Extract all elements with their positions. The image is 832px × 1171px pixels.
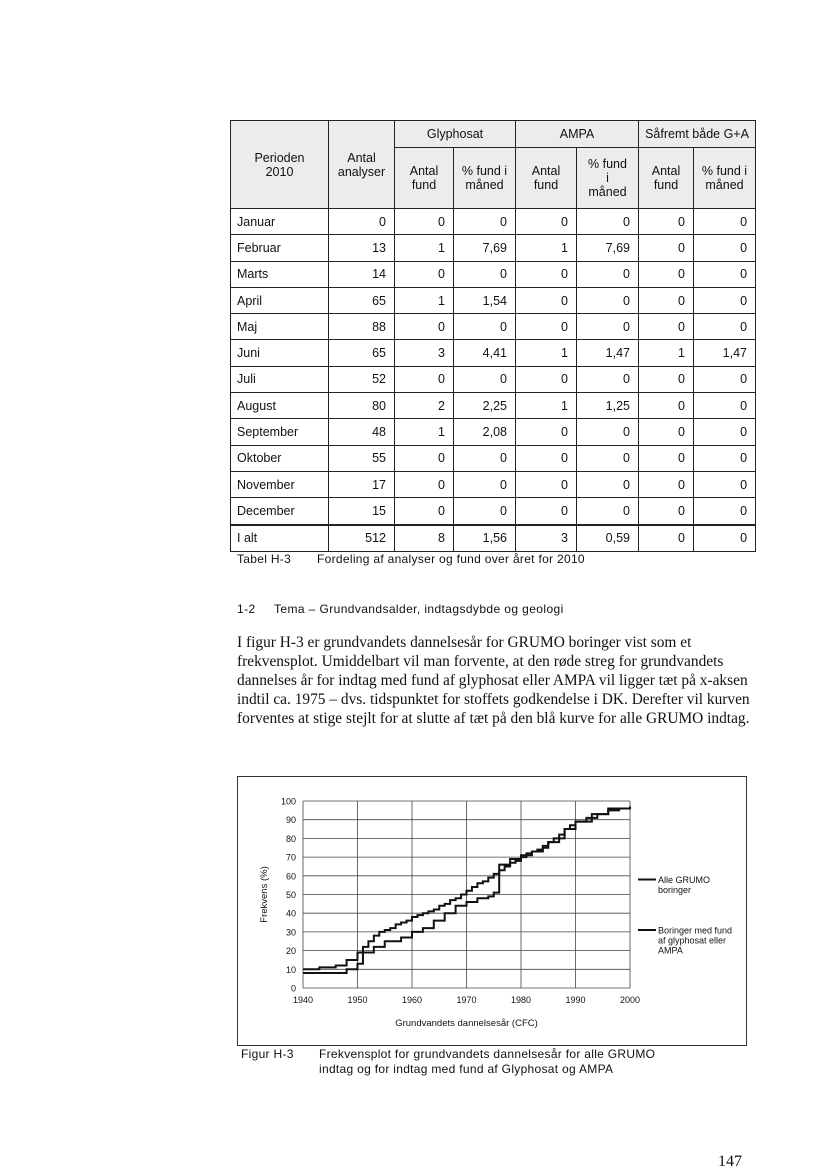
figure-caption-label: Figur H-3 [241,1047,294,1061]
month-cell: I alt [231,525,329,552]
both-count-cell: 0 [639,419,694,445]
glyphosat-count-cell: 0 [395,366,454,392]
glyphosat-count-cell: 1 [395,235,454,261]
header-glyphosat: Glyphosat [395,121,516,148]
table-row [231,287,756,313]
both-pct-cell: 0 [694,393,756,419]
month-cell: Februar [231,235,329,261]
ampa-pct-cell: 0 [577,445,639,471]
ampa-pct-cell: 0 [577,261,639,287]
glyphosat-pct-cell: 0 [454,209,516,235]
month-cell: Juli [231,366,329,392]
y-axis-label: Frekvens (%) [259,866,270,923]
glyphosat-pct-cell: 0 [454,445,516,471]
glyphosat-pct-cell: 0 [454,366,516,392]
header-both: Såfremt både G+A [639,121,756,148]
both-pct-cell: 0 [694,314,756,340]
both-pct-cell: 0 [694,261,756,287]
header-ampa: AMPA [516,121,639,148]
y-tick-label: 30 [285,927,296,938]
table-row [231,419,756,445]
analyses-cell: 80 [329,393,395,419]
header-ampa-count: Antal fund [516,148,577,209]
glyphosat-pct-cell: 0 [454,471,516,497]
x-tick-label: 2000 [619,995,641,1005]
glyphosat-pct-cell: 0 [454,261,516,287]
glyphosat-pct-cell: 1,56 [454,525,516,552]
figure-caption-line2: indtag og for indtag med fund af Glyphosat og AMPA [319,1062,614,1076]
analyses-cell: 17 [329,471,395,497]
y-tick-label: 40 [285,908,296,919]
header-glyphosat-count: Antal fund [395,148,454,209]
both-count-cell: 0 [639,393,694,419]
glyphosat-pct-cell: 2,25 [454,393,516,419]
glyphosat-count-cell: 2 [395,393,454,419]
both-pct-cell: 0 [694,471,756,497]
both-pct-cell: 0 [694,525,756,552]
ampa-pct-cell: 0 [577,287,639,313]
both-pct-cell: 0 [694,235,756,261]
ampa-pct-cell: 0 [577,366,639,392]
table-row [231,445,756,471]
table-row [231,235,756,261]
both-pct-cell: 0 [694,366,756,392]
both-count-cell: 1 [639,340,694,366]
both-pct-cell: 1,47 [694,340,756,366]
month-cell: Marts [231,261,329,287]
both-count-cell: 0 [639,314,694,340]
figure-caption [241,1047,655,1077]
table-row [231,209,756,235]
section-heading [237,602,564,616]
both-count-cell: 0 [639,287,694,313]
analyses-cell: 55 [329,445,395,471]
table-row [231,261,756,287]
section-number: 1-2 [237,602,256,616]
analyses-cell: 65 [329,340,395,366]
table-total-row [231,525,756,552]
header-both-pct: % fund i måned [694,148,756,209]
ampa-count-cell: 1 [516,235,577,261]
glyphosat-count-cell: 0 [395,471,454,497]
glyphosat-pct-cell: 0 [454,498,516,525]
glyphosat-count-cell: 0 [395,261,454,287]
glyphosat-pct-cell: 2,08 [454,419,516,445]
x-tick-label: 1950 [347,995,368,1005]
y-tick-label: 70 [285,852,296,863]
ampa-pct-cell: 0,59 [577,525,639,552]
ampa-pct-cell: 0 [577,314,639,340]
legend-entry: Boringer med fund af glyphosat eller AMPA [658,925,733,956]
x-tick-label: 1990 [565,995,586,1005]
y-tick-label: 80 [285,833,296,844]
glyphosat-pct-cell: 4,41 [454,340,516,366]
ampa-count-cell: 0 [516,366,577,392]
both-count-cell: 0 [639,498,694,525]
ampa-pct-cell: 0 [577,419,639,445]
both-pct-cell: 0 [694,498,756,525]
glyphosat-count-cell: 0 [395,314,454,340]
month-cell: April [231,287,329,313]
analyses-cell: 13 [329,235,395,261]
glyphosat-count-cell: 1 [395,419,454,445]
analyses-cell: 15 [329,498,395,525]
table-row [231,393,756,419]
ampa-count-cell: 1 [516,393,577,419]
figure-caption-line1: Frekvensplot for grundvandets dannelsesår for alle GRUMO [319,1047,656,1061]
glyphosat-pct-cell: 1,54 [454,287,516,313]
both-count-cell: 0 [639,235,694,261]
ampa-count-cell: 1 [516,340,577,366]
glyphosat-pct-cell: 7,69 [454,235,516,261]
month-cell: Juni [231,340,329,366]
analyses-cell: 512 [329,525,395,552]
y-tick-label: 100 [280,796,296,807]
analyses-cell: 14 [329,261,395,287]
ampa-count-cell: 0 [516,209,577,235]
frequency-chart [238,777,746,1045]
ampa-count-cell: 3 [516,525,577,552]
y-tick-label: 90 [285,815,296,826]
y-tick-label: 0 [290,983,296,994]
header-period: Perioden 2010 [231,121,329,209]
ampa-count-cell: 0 [516,419,577,445]
figure-frame [237,776,747,1046]
ampa-count-cell: 0 [516,261,577,287]
ampa-pct-cell: 1,47 [577,340,639,366]
ampa-count-cell: 0 [516,498,577,525]
glyphosat-count-cell: 0 [395,498,454,525]
month-cell: November [231,471,329,497]
both-pct-cell: 0 [694,287,756,313]
y-tick-label: 60 [285,871,296,882]
x-tick-label: 1940 [292,995,314,1005]
table-caption-label: Tabel H-3 [237,552,292,566]
analyses-cell: 65 [329,287,395,313]
ampa-pct-cell: 0 [577,471,639,497]
legend-entry: Alle GRUMO boringer [658,875,711,896]
analyses-cell: 52 [329,366,395,392]
both-count-cell: 0 [639,471,694,497]
both-count-cell: 0 [639,261,694,287]
month-cell: August [231,393,329,419]
month-cell: Maj [231,314,329,340]
month-cell: Januar [231,209,329,235]
both-count-cell: 0 [639,209,694,235]
glyphosat-pct-cell: 0 [454,314,516,340]
header-glyphosat-pct: % fund i måned [454,148,516,209]
body-paragraph: I figur H-3 er grundvandets dannelsesår for GRUMO boringer vist som et frekvensplot. Umiddelbart vil man forvente, at den røde streg for grundvandets dannelses år for indtag med fund af glyphosat eller AMPA vil ligger tæt på x-aksen indtil ca. 1975 – dvs. tidspunktet for stoffets godkendelse i DK. Derefter vil kurven forventes at stige stejlt for at slutte af tæt på den blå kurve for alle GRUMO indtag. [237,634,750,727]
analyses-cell: 88 [329,314,395,340]
y-tick-label: 50 [285,890,296,900]
month-cell: Oktober [231,445,329,471]
both-count-cell: 0 [639,525,694,552]
glyphosat-count-cell: 1 [395,287,454,313]
x-tick-label: 1970 [456,995,477,1005]
table-caption-text: Fordeling af analyser og fund over året for 2010 [317,552,585,566]
analyses-cell: 48 [329,419,395,445]
glyphosat-count-cell: 0 [395,209,454,235]
header-both-count: Antal fund [639,148,694,209]
header-analyses: Antal analyser [329,121,395,209]
ampa-pct-cell: 1,25 [577,393,639,419]
both-count-cell: 0 [639,366,694,392]
analyses-cell: 0 [329,209,395,235]
both-count-cell: 0 [639,445,694,471]
x-axis-label: Grundvandets dannelsesår (CFC) [395,1018,538,1029]
y-tick-label: 10 [285,964,296,975]
ampa-count-cell: 0 [516,471,577,497]
glyphosat-count-cell: 8 [395,525,454,552]
both-pct-cell: 0 [694,445,756,471]
month-cell: September [231,419,329,445]
glyphosat-count-cell: 0 [395,445,454,471]
x-tick-label: 1960 [401,995,423,1005]
both-pct-cell: 0 [694,419,756,445]
ampa-pct-cell: 7,69 [577,235,639,261]
header-ampa-pct: % fund i måned [577,148,639,209]
ampa-count-cell: 0 [516,445,577,471]
analysis-table [230,120,756,552]
table-row [231,314,756,340]
table-caption [237,552,585,566]
ampa-count-cell: 0 [516,287,577,313]
page-number: 147 [718,1153,742,1170]
section-title: Tema – Grundvandsalder, indtagsdybde og geologi [274,602,564,616]
ampa-pct-cell: 0 [577,498,639,525]
table-row [231,471,756,497]
table-row [231,340,756,366]
ampa-count-cell: 0 [516,314,577,340]
ampa-pct-cell: 0 [577,209,639,235]
month-cell: December [231,498,329,525]
both-pct-cell: 0 [694,209,756,235]
glyphosat-count-cell: 3 [395,340,454,366]
table-row [231,498,756,525]
x-tick-label: 1980 [510,995,532,1005]
y-tick-label: 20 [285,946,296,957]
table-row [231,366,756,392]
